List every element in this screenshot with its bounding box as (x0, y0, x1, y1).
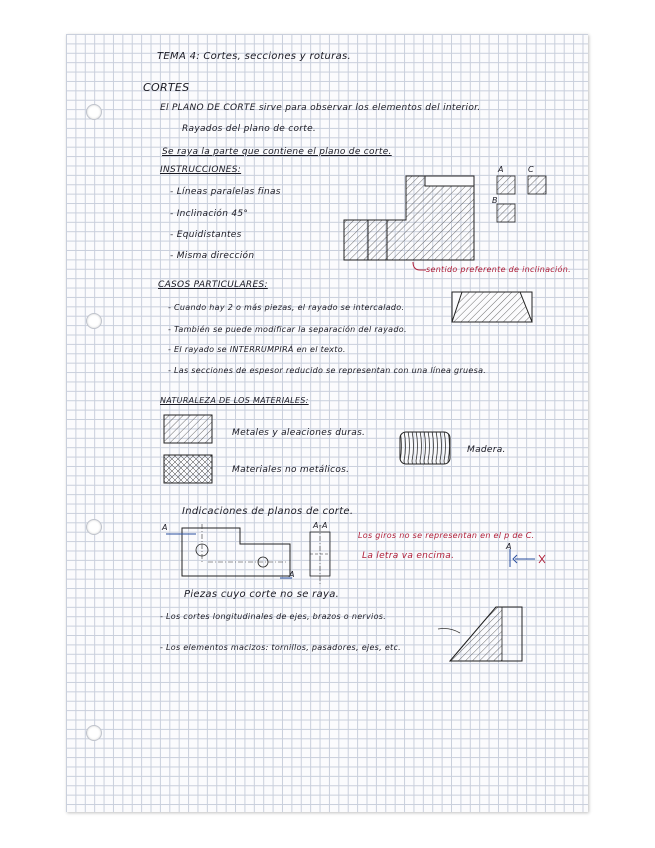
red-note: La letra va encima. (362, 551, 455, 561)
materials-heading: NATURALEZA DE LOS MATERIALES: (160, 396, 309, 405)
pieces-item: - Los cortes longitudinales de ejes, brazos o nervios. (160, 612, 387, 621)
cut-label: A (289, 570, 295, 579)
instruction-item: - Líneas paralelas finas (170, 187, 281, 197)
intro-line: El PLANO DE CORTE sirve para observar los elementos del interior. (160, 103, 481, 113)
instructions-heading: INSTRUCCIONES: (160, 165, 242, 175)
letter-above-arrow-figure (495, 543, 555, 573)
rib-figure (438, 603, 528, 665)
page-title: TEMA 4: Cortes, secciones y roturas. (157, 51, 351, 62)
binder-hole (86, 313, 102, 329)
binder-hole (86, 104, 102, 120)
annotation-red: sentido preferente de inclinación. (426, 265, 571, 274)
pieces-line: Piezas cuyo corte no se raya. (184, 589, 340, 600)
material-metals: Metales y aleaciones duras. (232, 428, 366, 438)
intro-line: Rayados del plano de corte. (182, 124, 317, 134)
fig-label: A (498, 165, 504, 174)
cut-label: A-A (313, 521, 328, 530)
red-note: Los giros no se representan en el p de C. (358, 531, 535, 540)
special-case-item: - Cuando hay 2 o más piezas, el rayado se intercalado. (168, 303, 405, 312)
fig-label: C (528, 165, 534, 174)
binder-hole (86, 725, 102, 741)
binder-hole (86, 519, 102, 535)
instruction-item: - Misma dirección (170, 251, 255, 261)
material-wood: Madera. (467, 445, 506, 455)
special-case-item: - El rayado se INTERRUMPIRÁ en el texto. (168, 345, 346, 354)
section-heading: CORTES (143, 81, 190, 94)
special-case-item: - También se puede modificar la separación del rayado. (168, 325, 407, 334)
cut-label: A (162, 523, 168, 532)
materials-swatches (163, 414, 215, 484)
cut-label: A (506, 542, 512, 551)
instruction-item: - Equidistantes (170, 230, 242, 240)
special-cases-heading: CASOS PARTICULARES: (158, 280, 268, 290)
pieces-item: - Los elementos macizos: tornillos, pasadores, ejes, etc. (160, 643, 402, 652)
instruction-item: - Inclinación 45° (170, 209, 249, 219)
cut-planes-heading: Indicaciones de planos de corte. (182, 506, 354, 517)
intro-line: Se raya la parte que contiene el plano de corte. (162, 147, 392, 157)
material-non-metals: Materiales no metálicos. (232, 465, 350, 475)
wood-swatch (399, 431, 453, 467)
cut-plane-figure (160, 520, 355, 590)
fig-label: B (492, 196, 498, 205)
special-case-item: - Las secciones de espesor reducido se representan con una línea gruesa. (168, 366, 487, 375)
intercalated-hatching-figure (450, 290, 540, 326)
